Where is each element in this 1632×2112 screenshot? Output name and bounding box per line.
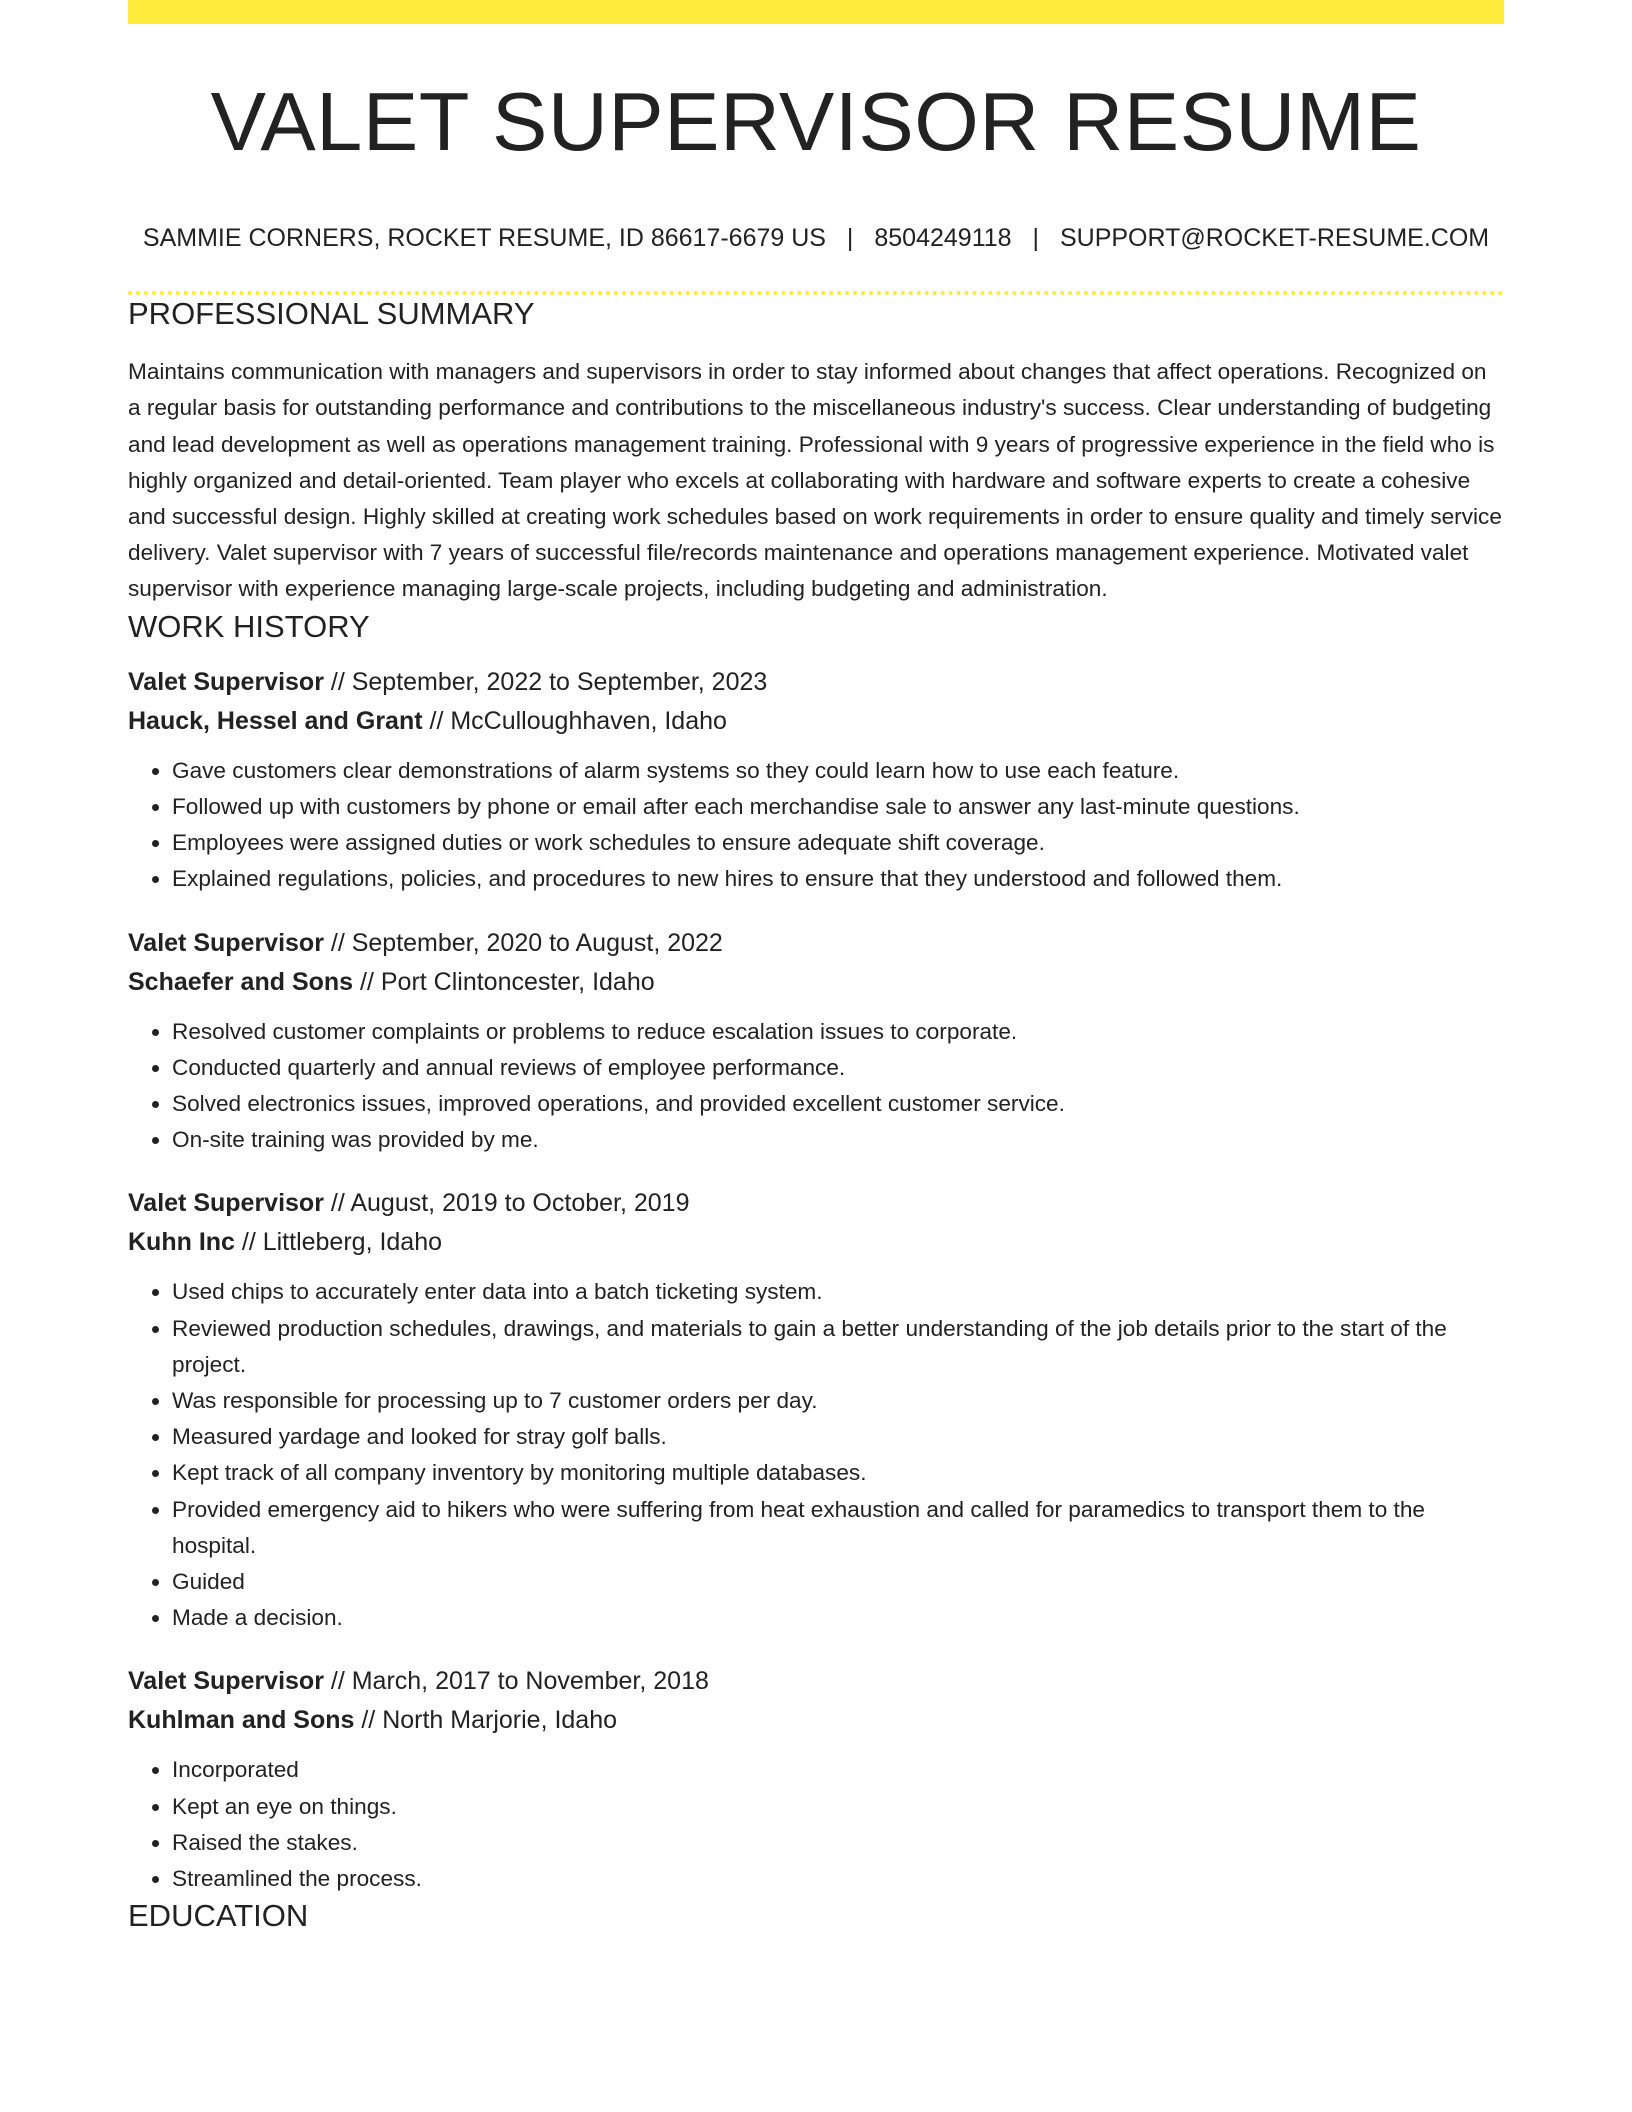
summary-text: Maintains communication with managers and supervisors in order to stay informed about changes that affect operations. Recognized on a regular basis for outstanding performance and contributions to the miscellaneous industry's success. Clear understanding of budgeting and lead development as well as operations management training. Professional with 9 years of progressive experience in the field who is highly organized and detail-oriented. Team player who excels at collaborating with hardware and software experts to create a cohesive and successful design. Highly skilled at creating work schedules based on work requirements in order to ensure quality and timely service delivery. Valet supervisor with 7 years of successful file/records maintenance and operations management experience. Motivated valet supervisor with experience managing large-scale projects, including budgeting and administration. bbox=[128, 359, 1502, 602]
list-item: • Was responsible for processing up to 7 customer orders per day. bbox=[172, 1383, 1504, 1419]
list-item: • Gave customers clear demonstrations of alarm systems so they could learn how to use each feature. bbox=[172, 753, 1504, 789]
list-item: • Kept track of all company inventory by monitoring multiple databases. bbox=[172, 1455, 1504, 1491]
contact-separator: | bbox=[846, 224, 854, 252]
job-company: Schaefer and Sons bbox=[128, 967, 354, 996]
list-item: • Conducted quarterly and annual reviews of employee performance. bbox=[172, 1050, 1504, 1086]
job-bullets bbox=[128, 1274, 1504, 1636]
list-item: • Raised the stakes. bbox=[172, 1825, 1504, 1861]
summary-heading: PROFESSIONAL SUMMARY bbox=[128, 296, 535, 331]
list-item: • Used chips to accurately enter data into a batch ticketing system. bbox=[172, 1274, 1504, 1310]
top-accent-bar bbox=[128, 0, 1504, 24]
list-item: • Kept an eye on things. bbox=[172, 1789, 1504, 1825]
job-role: Valet Supervisor bbox=[128, 1667, 324, 1696]
job-company-line bbox=[128, 963, 1504, 1002]
job-entry bbox=[128, 663, 1504, 898]
job-entry bbox=[128, 924, 1504, 1159]
contact-address: SAMMIE CORNERS, ROCKET RESUME, ID 86617-6679 US bbox=[142, 224, 826, 252]
list-item: • Solved electronics issues, improved operations, and provided excellent customer service. bbox=[172, 1086, 1504, 1122]
job-role: Valet Supervisor bbox=[128, 667, 324, 696]
contact-line bbox=[128, 223, 1504, 253]
job-location: // North Marjorie, Idaho bbox=[354, 1706, 618, 1735]
job-bullets bbox=[128, 753, 1504, 898]
resume-page bbox=[128, 0, 1504, 1934]
list-item: • Made a decision. bbox=[172, 1600, 1504, 1636]
list-item: • Provided emergency aid to hikers who were suffering from heat exhaustion and called for paramedics to transport them to the hospital. bbox=[172, 1492, 1504, 1564]
job-dates: // September, 2022 to September, 2023 bbox=[323, 667, 768, 696]
contact-separator: | bbox=[1032, 224, 1040, 252]
job-role-line bbox=[128, 663, 1504, 702]
job-location: // Port Clintoncester, Idaho bbox=[353, 967, 655, 996]
job-company: Kuhn Inc bbox=[128, 1228, 235, 1257]
list-item: • Employees were assigned duties or work schedules to ensure adequate shift coverage. bbox=[172, 825, 1504, 861]
job-dates: // September, 2020 to August, 2022 bbox=[323, 928, 723, 957]
list-item: • Streamlined the process. bbox=[172, 1861, 1504, 1897]
list-item: • Reviewed production schedules, drawings, and materials to gain a better understanding of the job details prior to the start of the project. bbox=[172, 1311, 1504, 1383]
list-item: • Followed up with customers by phone or email after each merchandise sale to answer any last-minute questions. bbox=[172, 789, 1504, 825]
job-entry bbox=[128, 1184, 1504, 1636]
work-history-list bbox=[128, 663, 1504, 1897]
education-heading: EDUCATION bbox=[128, 1898, 309, 1934]
job-bullets bbox=[128, 1014, 1504, 1159]
job-company: Kuhlman and Sons bbox=[128, 1706, 355, 1735]
job-entry bbox=[128, 1662, 1504, 1897]
job-dates: // March, 2017 to November, 2018 bbox=[323, 1667, 709, 1696]
job-location: // McCulloughhaven, Idaho bbox=[422, 706, 727, 735]
list-item: • On-site training was provided by me. bbox=[172, 1122, 1504, 1158]
page-title: VALET SUPERVISOR RESUME bbox=[210, 75, 1422, 168]
job-role-line bbox=[128, 924, 1504, 963]
job-company-line bbox=[128, 1701, 1504, 1740]
list-item: • Guided bbox=[172, 1564, 1504, 1600]
job-company-line bbox=[128, 1223, 1504, 1262]
work-history-heading: WORK HISTORY bbox=[128, 608, 370, 644]
list-item: • Incorporated bbox=[172, 1752, 1504, 1788]
job-role-line bbox=[128, 1184, 1504, 1223]
list-item: • Explained regulations, policies, and procedures to new hires to ensure that they understood and followed them. bbox=[172, 861, 1504, 897]
list-item: • Resolved customer complaints or problems to reduce escalation issues to corporate. bbox=[172, 1014, 1504, 1050]
job-company: Hauck, Hessel and Grant bbox=[128, 706, 423, 735]
job-role: Valet Supervisor bbox=[128, 928, 324, 957]
list-item: • Measured yardage and looked for stray golf balls. bbox=[172, 1419, 1504, 1455]
job-location: // Littleberg, Idaho bbox=[234, 1228, 443, 1257]
job-role-line bbox=[128, 1662, 1504, 1701]
contact-phone: 8504249118 bbox=[874, 224, 1012, 252]
contact-email: SUPPORT@ROCKET-RESUME.COM bbox=[1059, 224, 1490, 252]
job-role: Valet Supervisor bbox=[128, 1189, 324, 1218]
job-company-line bbox=[128, 702, 1504, 741]
job-bullets bbox=[128, 1752, 1504, 1897]
job-dates: // August, 2019 to October, 2019 bbox=[323, 1189, 690, 1218]
